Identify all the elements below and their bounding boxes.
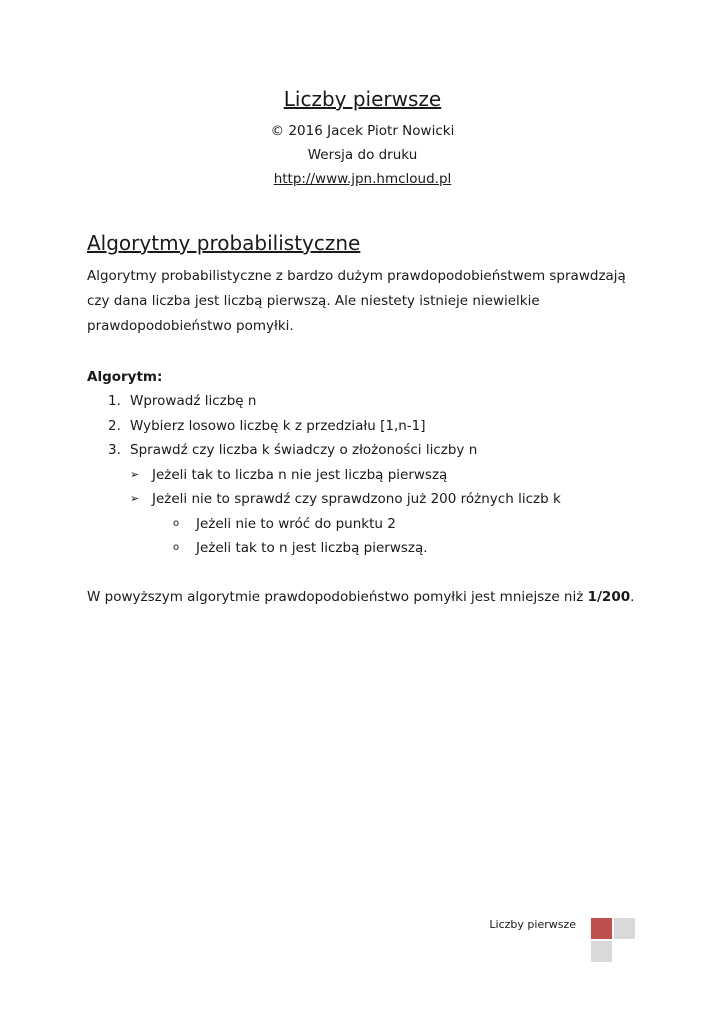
title-block	[0, 86, 725, 191]
version-line: Wersja do druku	[307, 147, 418, 163]
footer-decoration-square-red	[591, 918, 612, 939]
substep-text: Jeżeli tak to liczba n nie jest liczbą pierwszą	[152, 466, 448, 483]
copyright-line: © 2016 Jacek Piotr Nowicki	[270, 123, 455, 139]
algorithm-label: Algorytm:	[87, 369, 163, 385]
website-link[interactable]: http://www.jpn.hmcloud.pl	[273, 171, 452, 187]
footer-decoration-square-gray	[614, 918, 635, 939]
step-number: 3.	[108, 442, 121, 458]
substep-item	[87, 463, 647, 488]
paragraph-line: prawdopodobieństwo pomyłki.	[87, 318, 294, 334]
substep-item	[87, 487, 647, 512]
substep-text: Jeżeli nie to sprawdź czy sprawdzono już 200 różnych liczb k	[152, 491, 561, 507]
document-title: Liczby pierwsze	[283, 87, 442, 111]
conclusion-paragraph	[87, 585, 647, 609]
arrow-bullet-icon: ➢	[130, 467, 140, 481]
paragraph-line: czy dana liczba jest liczbą pierwszą. Ale niestety istnieje niewielkie	[87, 293, 540, 309]
arrow-bullet-icon: ➢	[130, 492, 140, 505]
section-heading: Algorytmy probabilistyczne	[87, 231, 361, 255]
algorithm-steps	[87, 389, 647, 561]
step-item	[87, 438, 647, 463]
subsubstep-text: Jeżeli tak to n jest liczbą pierwszą.	[196, 540, 428, 556]
paragraph-line: Algorytmy probabilistyczne z bardzo dużym prawdopodobieństwem sprawdzają	[87, 268, 626, 284]
step-number: 2.	[108, 417, 121, 434]
intro-paragraph	[87, 264, 647, 339]
section-algorithms	[87, 230, 647, 609]
conclusion-value: 1/200	[587, 588, 631, 605]
step-number: 1.	[108, 393, 121, 409]
subsubstep-item	[87, 512, 647, 537]
conclusion-end: .	[630, 588, 635, 605]
subsubstep-item	[87, 536, 647, 561]
subsubstep-text: Jeżeli nie to wróć do punktu 2	[196, 515, 396, 532]
step-text: Sprawdź czy liczba k świadczy o złożoności liczby n	[130, 442, 478, 458]
circle-bullet-icon: o	[173, 542, 180, 553]
conclusion-text: W powyższym algorytmie prawdopodobieństwo pomyłki jest mniejsze niż	[87, 588, 588, 605]
circle-bullet-icon: o	[173, 517, 180, 529]
footer-title: Liczby pierwsze	[489, 918, 576, 931]
step-item	[87, 414, 647, 439]
step-text: Wybierz losowo liczbę k z przedziału [1,n-1]	[130, 417, 426, 434]
step-text: Wprowadź liczbę n	[130, 393, 257, 409]
step-item	[87, 389, 647, 414]
footer-decoration-square-gray	[591, 941, 612, 962]
